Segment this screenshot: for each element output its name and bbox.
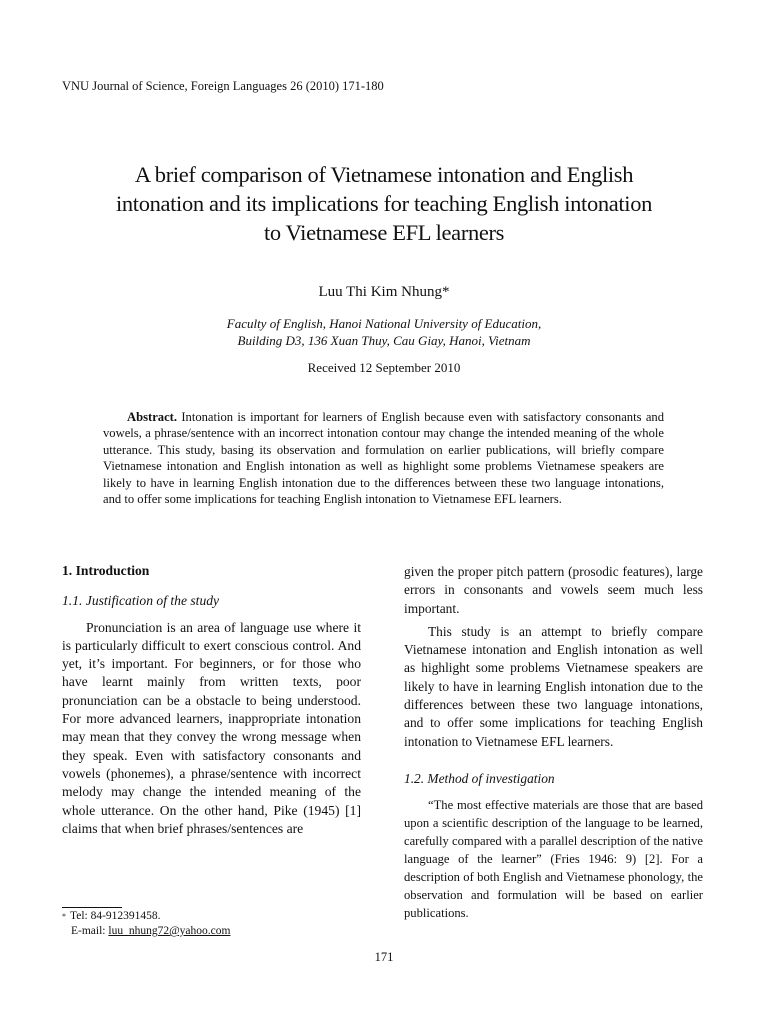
footnote-divider	[62, 907, 122, 908]
subsection-heading: 1.1. Justification of the study	[62, 593, 220, 609]
email-label: E-mail:	[71, 925, 106, 937]
section-heading: 1. Introduction	[62, 563, 150, 578]
footnote-tel: Tel: 84-912391458.	[70, 910, 161, 922]
author-affiliation	[0, 315, 768, 349]
body-paragraph: This study is an attempt to briefly compare Vietnamese intonation and English intonation as well as highlight some problems Vietnamese speakers are likely to have in learning English intonation due to the differences between these two language intonations, and to offer some implications for teaching English intonation to Vietnamese EFL learners.	[404, 623, 703, 749]
email-link[interactable]: luu_nhung72@yahoo.com	[108, 925, 231, 937]
left-column	[62, 562, 361, 838]
affiliation-line: Building D3, 136 Xuan Thuy, Cau Giay, Hanoi, Vietnam	[237, 333, 531, 348]
title-line: A brief comparison of Vietnamese intonation and English	[134, 162, 634, 187]
footnote-tel-line	[62, 909, 230, 924]
title-line: intonation and its implications for teaching English intonation	[116, 191, 652, 216]
affiliation-line: Faculty of English, Hanoi National University of Education,	[226, 316, 542, 331]
footnote	[62, 909, 230, 939]
abstract	[103, 409, 664, 507]
abstract-label: Abstract.	[127, 410, 178, 424]
received-date: Received 12 September 2010	[307, 360, 461, 375]
body-paragraph-continuation: given the proper pitch pattern (prosodic features), large errors in consonants and vowels seem much less important.	[404, 564, 703, 616]
body-paragraph: Pronunciation is an area of language use where it is particularly difficult to exert conscious control. And yet, it’s important. For beginners, or for those who have learnt mainly from written texts, poor pronunciation can be a obstacle to being understood. For more advanced learners, inappropriate intonation may mean that they convey the wrong message when they speak. Even with satisfactory consonants and vowels (phonemes), a phrase/sentence with incorrect melody may change the intended meaning of the whole utterance. On the other hand, Pike (1945) [1] claims that when brief phrases/sentences are	[62, 619, 361, 836]
running-head: VNU Journal of Science, Foreign Languages 26 (2010) 171-180	[62, 79, 384, 93]
page-number: 171	[374, 950, 394, 964]
quote-paragraph: “The most effective materials are those that are based upon a scientific description of the language to be learned, carefully compared with a parallel description of the native language of the learner” (Fries 1946: 9) [2]. For a description of both English and Vietnamese phonology, the observation and formulation will be based on earlier publications.	[404, 798, 703, 921]
footnote-email-line	[62, 924, 230, 939]
author-name: Luu Thi Kim Nhung*	[318, 284, 450, 300]
abstract-text: Intonation is important for learners of English because even with satisfactory consonants and vowels, a phrase/sentence with an incorrect intonation contour may change the intended meaning of the whole utterance. This study, basing its observation and formulation on earlier publications, will briefly compare Vietnamese intonation and English intonation as well as highlight some problems Vietnamese speakers are likely to have in learning English intonation due to the differences between these two language intonations, and to offer some implications for teaching English intonation to Vietnamese EFL learners.	[103, 410, 665, 507]
right-column	[404, 563, 703, 922]
subsection-heading: 1.2. Method of investigation	[404, 770, 555, 786]
paper-title	[60, 160, 708, 247]
title-line: to Vietnamese EFL learners	[263, 220, 505, 245]
footnote-marker: *	[62, 912, 66, 921]
